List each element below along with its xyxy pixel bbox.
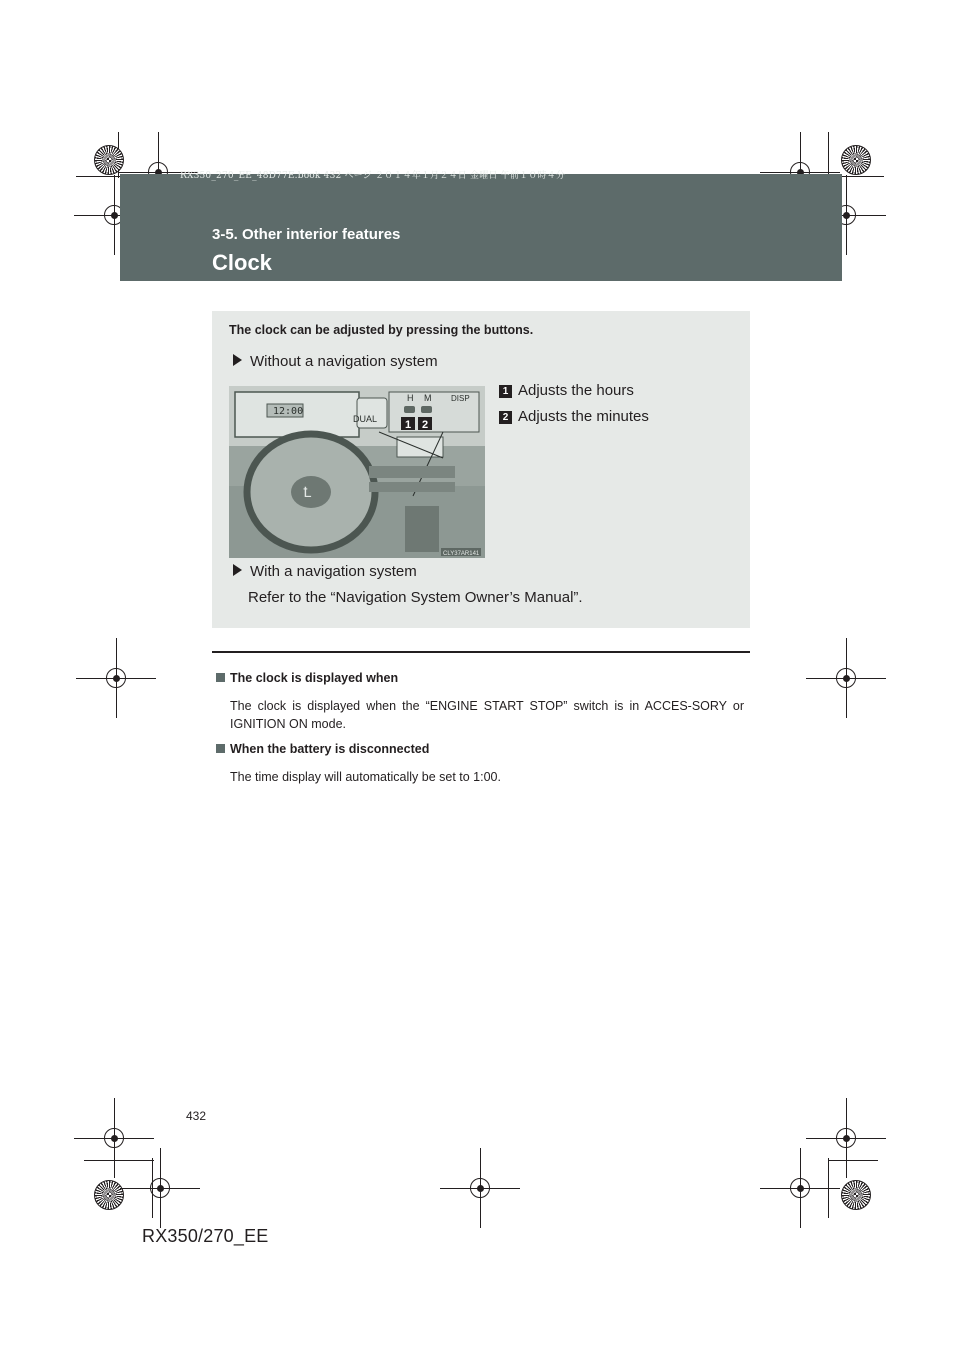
box-lead-text: The clock can be adjusted by pressing the buttons. <box>229 323 534 337</box>
callout-minutes <box>499 408 649 425</box>
bullet-with-navigation <box>233 563 417 580</box>
bullet-label: With a navigation system <box>250 563 417 580</box>
callout-number-badge: 1 <box>499 385 512 398</box>
section-heading: 3-5. Other interior features <box>212 226 401 243</box>
page-title: Clock <box>212 250 272 275</box>
note-body-battery: The time display will automatically be set to 1:00. <box>230 770 501 784</box>
marker-1-text: 1 <box>405 419 412 431</box>
triangle-bullet-icon <box>233 564 242 576</box>
trim-mark <box>840 176 884 177</box>
note-heading-battery <box>216 742 429 756</box>
triangle-bullet-icon <box>233 354 242 366</box>
color-bar-burst <box>841 1180 871 1210</box>
marker-2-text: 2 <box>422 419 429 431</box>
lexus-logo-icon: Ꝉ <box>303 486 312 501</box>
page-number: 432 <box>186 1109 207 1123</box>
trim-mark <box>828 1160 878 1161</box>
dashboard-illustration <box>229 386 485 558</box>
print-slug: RX350_270_EE_48D77E.book 432 ページ ２０１４年１月２４日 金曜日 午前１０時４分 <box>180 171 566 181</box>
disp-button-label: DISP <box>451 394 470 403</box>
bullet-label: Without a navigation system <box>250 353 438 370</box>
bullet-without-navigation <box>233 353 438 370</box>
color-bar-burst <box>94 1180 124 1210</box>
illustration-code: CLY37AR141 <box>443 551 480 557</box>
square-bullet-icon <box>216 744 225 753</box>
h-button-label: H <box>407 393 414 403</box>
m-button-label: M <box>424 393 432 403</box>
callout-hours <box>499 382 634 399</box>
callout-text: Adjusts the minutes <box>518 408 649 425</box>
note-heading-text: When the battery is disconnected <box>230 742 430 756</box>
divider-rule <box>212 651 750 653</box>
reference-text: Refer to the “Navigation System Owner’s Manual”. <box>248 589 583 606</box>
model-code: RX350/270_EE <box>142 1226 269 1246</box>
note-heading-display <box>216 671 398 685</box>
note-body-display: The clock is displayed when the “ENGINE START STOP” switch is in ACCES-SORY or IGNITION ON mode. <box>230 699 744 731</box>
callout-text: Adjusts the hours <box>518 382 634 399</box>
trim-mark <box>84 1160 154 1161</box>
square-bullet-icon <box>216 673 225 682</box>
color-bar-burst <box>94 145 124 175</box>
clock-display-text: 12:00 <box>273 406 304 417</box>
callout-number-badge: 2 <box>499 411 512 424</box>
color-bar-burst <box>841 145 871 175</box>
note-heading-text: The clock is displayed when <box>230 671 399 685</box>
dual-button-label: DUAL <box>353 414 378 424</box>
